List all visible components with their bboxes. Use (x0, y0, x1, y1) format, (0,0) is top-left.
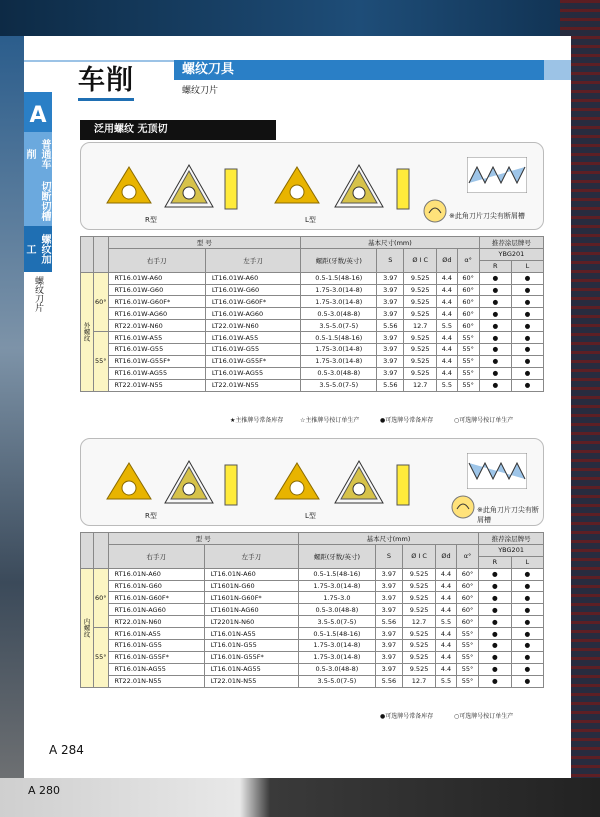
angle-group-60: 60° (94, 568, 109, 627)
header-angle: α° (457, 248, 479, 272)
section-letter-tab[interactable]: A (24, 92, 52, 132)
page-title: 车削 (78, 64, 134, 101)
header-ic: Ø I C (402, 544, 435, 568)
header-r: R (479, 260, 511, 272)
l-insert-icon (273, 165, 321, 205)
bottom-page-number: A 280 (28, 784, 61, 797)
r-insert-icon (105, 461, 153, 501)
r-insert-drawing-icon (161, 159, 217, 213)
table-row: RT16.01N-AG60 LT1601N-AG60 0.5-3.0(48-8) 3.97 9.525 4.4 60° ● ● (81, 604, 544, 616)
header-ic: Ø I C (404, 248, 437, 272)
bottom-background (0, 778, 600, 817)
table-row: RT22.01N-N55 LT22.01N-N55 3.5-5.0(7-5) 5.56 12.7 5.5 55° ● ● (81, 675, 544, 687)
chip-breaker-icon (451, 495, 475, 519)
legend-main-stock: ★主推牌号常备库存 (230, 417, 284, 424)
r-caption: R型 (145, 216, 157, 224)
table-row: RT16.01W-G60 LT16.01W-G60 1.75-3.0(14-8) 3.97 9.525 4.4 60° ● ● (81, 284, 544, 296)
header-d: Ød (436, 544, 457, 568)
catalog-page (24, 36, 571, 778)
chip-breaker-icon (423, 199, 447, 223)
table-row: RT16.01N-G60F* LT1601N-G60F* 1.75-3.0 3.97 9.525 4.4 60° ● ● (81, 592, 544, 604)
header-recommended-grade: 推荐涂层牌号 (479, 533, 544, 545)
l-caption: L型 (305, 512, 316, 520)
internal-thread-table (80, 532, 544, 688)
external-thread-table (80, 236, 544, 392)
r-caption: R型 (145, 512, 157, 520)
table-row: RT16.01W-G60F* LT16.01W-G60F* 1.75-3.0(14-8) 3.97 9.525 4.4 60° ● ● (81, 296, 544, 308)
angle-group-55: 55° (94, 628, 109, 687)
chip-breaker-note: ※此角刀片刀尖有断屑槽 (449, 212, 525, 220)
header-grade: YBG201 (479, 248, 543, 260)
section-heading: 泛用螺纹 无顶切 (80, 120, 276, 140)
page-number: A 284 (49, 743, 84, 757)
l-insert-drawing-icon (331, 455, 387, 509)
diagram-panel (80, 438, 544, 526)
tab-parting-grooving[interactable]: 切断切槽 (24, 176, 52, 226)
header-left-hand: 左手刀 (204, 544, 298, 568)
header-basic-dimensions: 基本尺寸(mm) (301, 237, 480, 249)
subcategory-label: 螺纹刀片 (182, 86, 219, 96)
header-s: S (375, 544, 402, 568)
header-s: S (377, 248, 404, 272)
diagram-panel (80, 142, 544, 230)
table-row: 外螺纹 60° RT16.01W-A60 LT16.01W-A60 0.5-1.5(48-16) 3.97 9.525 4.4 60° ● ● (81, 272, 544, 284)
header-model: 型 号 (108, 237, 301, 249)
angle-group-55: 55° (94, 332, 109, 391)
header-pitch: 螺距(牙数/英寸) (301, 248, 377, 272)
angle-group-60: 60° (94, 272, 109, 331)
r-side-view-icon (221, 163, 241, 213)
r-side-view-icon (221, 459, 241, 509)
table-row: RT16.01W-G55F* LT16.01W-G55F* 1.75-3.0(14-8) 3.97 9.525 4.4 55° ● ● (81, 355, 544, 367)
l-side-view-icon (393, 459, 413, 509)
header-right-hand: 右手刀 (108, 544, 204, 568)
table-row: RT22.01N-N60 LT2201N-N60 3.5-5.0(7-5) 5.56 12.7 5.5 60° ● ● (81, 616, 544, 628)
group-label: 外螺纹 (81, 272, 94, 391)
header-l: L (511, 556, 543, 568)
table-row: 55° RT16.01W-A55 LT16.01W-A55 0.5-1.5(48-16) 3.97 9.525 4.4 55° ● ● (81, 332, 544, 344)
legend-optional-order: ○可选牌号按订单生产 (454, 417, 514, 424)
header-pitch: 螺距(牙数/英寸) (298, 544, 375, 568)
header-model: 型 号 (108, 533, 298, 545)
left-background (0, 36, 24, 817)
category-bar-end (544, 60, 571, 80)
category-bar: 螺纹刀具 (174, 60, 544, 80)
header-d: Ød (437, 248, 457, 272)
legend-optional-stock: ●可选牌号常备库存 (380, 417, 434, 424)
table-row: RT16.01W-AG60 LT16.01W-AG60 0.5-3.0(48-8) 3.97 9.525 4.4 60° ● ● (81, 308, 544, 320)
table-row: RT16.01N-G55F* LT16.01N-G55F* 1.75-3.0(14-8) 3.97 9.525 4.4 55° ● ● (81, 651, 544, 663)
table-row: RT16.01N-G55 LT16.01N-G55 1.75-3.0(14-8) 3.97 9.525 4.4 55° ● ● (81, 640, 544, 652)
header-l: L (511, 260, 543, 272)
group-label: 内螺纹 (81, 568, 94, 687)
table-row: RT16.01W-AG55 LT16.01W-AG55 0.5-3.0(48-8) 3.97 9.525 4.4 55° ● ● (81, 367, 544, 379)
header-basic-dimensions: 基本尺寸(mm) (298, 533, 478, 545)
header-r: R (479, 556, 511, 568)
header-angle: α° (456, 544, 478, 568)
l-insert-drawing-icon (331, 159, 387, 213)
legend-optional-order: ○可选牌号按订单生产 (454, 713, 514, 720)
table-row: RT16.01W-G55 LT16.01W-G55 1.75-3.0(14-8) 3.97 9.525 4.4 55° ● ● (81, 344, 544, 356)
r-insert-icon (105, 165, 153, 205)
tab-threading[interactable]: 螺纹加工 (24, 226, 52, 272)
l-insert-icon (273, 461, 321, 501)
header-recommended-grade: 推荐涂层牌号 (479, 237, 543, 249)
header-grade: YBG201 (479, 544, 544, 556)
header-left-hand: 左手刀 (205, 248, 300, 272)
chip-breaker-note: ※此角刀片刀尖有断屑槽 (477, 506, 539, 524)
l-caption: L型 (305, 216, 316, 224)
tab-general-turning[interactable]: 普通车削 (24, 132, 52, 176)
legend-main-order: ☆主推牌号按订单生产 (300, 417, 360, 424)
table-row: RT16.01N-AG55 LT16.01N-AG55 0.5-3.0(48-8) 3.97 9.525 4.4 55° ● ● (81, 663, 544, 675)
top-background (0, 0, 600, 36)
l-side-view-icon (393, 163, 413, 213)
r-insert-drawing-icon (161, 455, 217, 509)
side-label: 螺纹刀片 (33, 276, 43, 312)
thread-profile-icon (467, 453, 527, 489)
table-row: RT16.01N-G60 LT1601N-G60 1.75-3.0(14-8) 3.97 9.525 4.4 60° ● ● (81, 580, 544, 592)
legend-optional-stock: ●可选牌号常备库存 (380, 713, 434, 720)
table-row: RT22.01W-N55 LT22.01W-N55 3.5-5.0(7-5) 5.56 12.7 5.5 55° ● ● (81, 379, 544, 391)
table-row: 内螺纹 60° RT16.01N-A60 LT16.01N-A60 0.5-1.5(48-16) 3.97 9.525 4.4 60° ● ● (81, 568, 544, 580)
table-row: 55° RT16.01N-A55 LT16.01N-A55 0.5-1.5(48-16) 3.97 9.525 4.4 55° ● ● (81, 628, 544, 640)
header-right-hand: 右手刀 (108, 248, 205, 272)
table-row: RT22.01W-N60 LT22.01W-N60 3.5-5.0(7-5) 5.56 12.7 5.5 60° ● ● (81, 320, 544, 332)
thread-profile-icon (467, 157, 527, 193)
